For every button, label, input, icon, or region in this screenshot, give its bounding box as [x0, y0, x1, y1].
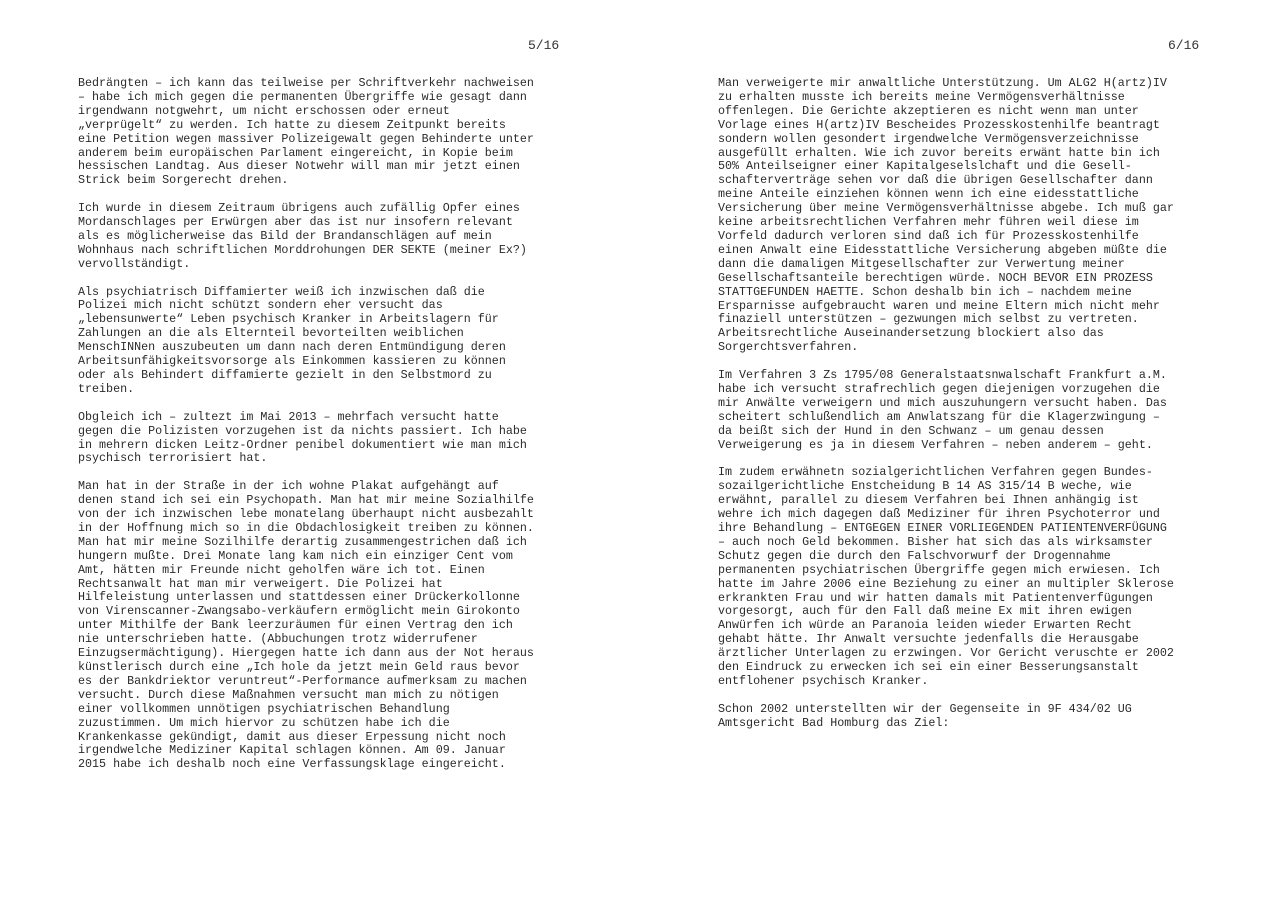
page-number: 6/16	[1168, 38, 1200, 53]
page-body	[718, 77, 1208, 744]
paragraph: Ich wurde in diesem Zeitraum übrigens auch zufällig Opfer eines Mordanschlages per Erwürgen aber das ist nur insofern relevant als es möglicherweise das Bild der Brandanschlägen auf mein Wohnhaus nach schriftlichen Morddrohungen DER SEKTE (meiner Ex?) vervollständigt.	[78, 201, 527, 271]
paragraph: Bedrängten – ich kann das teilweise per Schriftverkehr nachweisen – habe ich mich gegen die permanenten Übergriffe wie gesagt dann irgendwann notgwehrt, um nicht erschossen oder erneut „verprügelt“ zu werden. Ich hatte zu diesem Zeitpunkt bereits eine Petition wegen massiver Polizeigewalt gegen Behinderte unter anderem beim europäischen Parlament eingereicht, in Kopie beim hessischen Landtag. Aus dieser Notwehr will man mir jetzt einen Strick beim Sorgerecht drehen.	[78, 76, 534, 188]
page-number: 5/16	[528, 38, 560, 53]
page-body	[78, 77, 568, 786]
paragraph: Schon 2002 unterstellten wir der Gegenseite in 9F 434/02 UG Amtsgericht Bad Homburg das Ziel:	[718, 701, 1132, 730]
paragraph: Obgleich ich – zultezt im Mai 2013 – mehrfach versucht hatte gegen die Polizisten vorzugehen ist da nichts passiert. Ich habe in mehrern dicken Leitz-Ordner penibel dokumentiert wie man mich psychisch terrorisiert hat.	[78, 409, 527, 466]
paragraph: Im zudem erwähnetn sozialgerichtlichen Verfahren gegen Bundes- sozailgerichtliche Enstcheidung B 14 AS 315/14 B weche, wie erwähnt, parallel zu diesem Verfahren bei Ihnen anhängig ist wehre ich mich dagegen daß Mediziner für ihren Psychoterror und ihre Behandlung – ENTGEGEN EINER VORLIEGENDEN PATIENTENVERFÜGUNG – auch noch Geld bekommen. Bisher hat sich das als wirksamster Schutz gegen die durch den Falschvorwurf der Drogennahme permanenten psychiatrischen Übergriffe gegen mich erwiesen. Ich hatte im Jahre 2006 eine Beziehung zu einer an multipler Sklerose erkrankten Frau und wir hatten damals mit Patientenverfügungen vorgesorgt, auch für den Fall daß meine Ex mit ihren ewigen Anwürfen ich würde an Paranoia leiden wieder Erwarten Recht gehabt hätte. Ihr Anwalt versuchte jedenfalls die Herausgabe ärztlicher Unterlagen zu erzwingen. Vor Gericht veruschte er 2002 den Eindruck zu erwecken ich sei ein einer Besserungsanstalt entflohener psychisch Kranker.	[718, 465, 1174, 688]
page-left	[78, 0, 568, 905]
page-right	[718, 0, 1208, 905]
paragraph: Im Verfahren 3 Zs 1795/08 Generalstaatsnwalschaft Frankfurt a.M. habe ich versucht strafrechlich gegen diejenigen vorzugehen die mir Anwälte verweigern und mich auszuhungern versucht haben. Das scheitert schlußendlich am Anwlatszang für die Klagerzwingung – da beißt sich der Hund in den Schwanz – um genau dessen Verweigerung es ja in diesem Verfahren – neben anderem – geht.	[718, 368, 1167, 452]
paragraph: Man verweigerte mir anwaltliche Unterstützung. Um ALG2 H(artz)IV zu erhalten musste ich bereits meine Vermögensverhältnisse offenlegen. Die Gerichte akzeptieren es nicht wenn man unter Vorlage eines H(artz)IV Bescheides Prozesskostenhilfe beantragt sondern wollen gesondert irgendwelche Vermögensverzeichnisse ausgefüllt erhalten. Wie ich zuvor bereits erwänt hatte bin ich 50% Anteilseigner einer Kapitalgeselslchaft und die Gesell- schafterverträge sehen vor daß die übrigen Gesellschafter dann meine Anteile einziehen können wenn ich eine eidesstattliche Versicherung über meine Vermögensverhältnisse abgebe. Ich muß gar keine arbeitsrechtlichen Verfahren mehr führen weil diese im Vorfeld dadurch verloren sind daß ich für Prozesskostenhilfe einen Anwalt eine Eidesstattliche Versicherung abgeben müßte die dann die damaligen Mitgesellschafter zur Verwertung meiner Gesellschaftsanteile berechtigen würde. NOCH BEVOR EIN PROZESS STATTGEFUNDEN HAETTE. Schon deshalb bin ich – nachdem meine Ersparnisse aufgebraucht waren und meine Eltern mich nicht mehr finaziell unterstützen – gezwungen mich selbst zu vertreten. Arbeitsrechtliche Auseinandersetzung blockiert also das Sorgerchtsverfahren.	[718, 76, 1174, 355]
paragraph: Man hat in der Straße in der ich wohne Plakat aufgehängt auf denen stand ich sei ein Psychopath. Man hat mir meine Sozialhilfe von der ich inzwischen lebe monatelang überhaupt nicht ausbezahlt in der Hoffnung mich so in die Obdachlosigkeit treiben zu können. Man hat mir meine Sozilhilfe derartig zusammengestrichen daß ich hungern mußte. Drei Monate lang kam nich ein einziger Cent vom Amt, hätten mir Freunde nicht geholfen wäre ich tot. Einen Rechtsanwalt hat man mir verweigert. Die Polizei hat Hilfeleistung unterlassen und stattdessen einer Drückerkollonne von Virenscanner-Zwangsabo-verkäufern ermöglicht mein Girokonto unter Mithilfe der Bank leerzuräumen für einen Vertrag den ich nie unterschrieben hatte. (Abbuchungen trotz widerrufener Einzugsermächtigung). Hiergegen hatte ich dann aus der Not heraus künstlerisch durch eine „Ich hole da jetzt mein Geld raus bevor es der Bankdriektor veruntreut“-Performance aufmerksam zu machen versucht. Durch diese Maßnahmen versucht man mich zu nötigen einer vollkommen unnötigen psychiatrischen Behandlung zuzustimmen. Um mich hiervor zu schützen habe ich die Krankenkasse gekündigt, damit aus dieser Erpessung nicht noch irgendwelche Mediziner Kapital schlagen können. Am 09. Januar 2015 habe ich deshalb noch eine Verfassungsklage eingereicht.	[78, 479, 534, 772]
paragraph: Als psychiatrisch Diffamierter weiß ich inzwischen daß die Polizei mich nicht schützt sondern eher versucht das „lebensunwerte“ Leben psychisch Kranker in Arbeitslagern für Zahlungen an die als Elternteil bevorteilten weiblichen MenschINNen auszubeuten um dann nach deren Entmündigung deren Arbeitsunfähigkeitsvorsorge als Einkommen kassieren zu können oder als Behindert diffamierte gezielt in den Selbstmord zu treiben.	[78, 284, 506, 396]
